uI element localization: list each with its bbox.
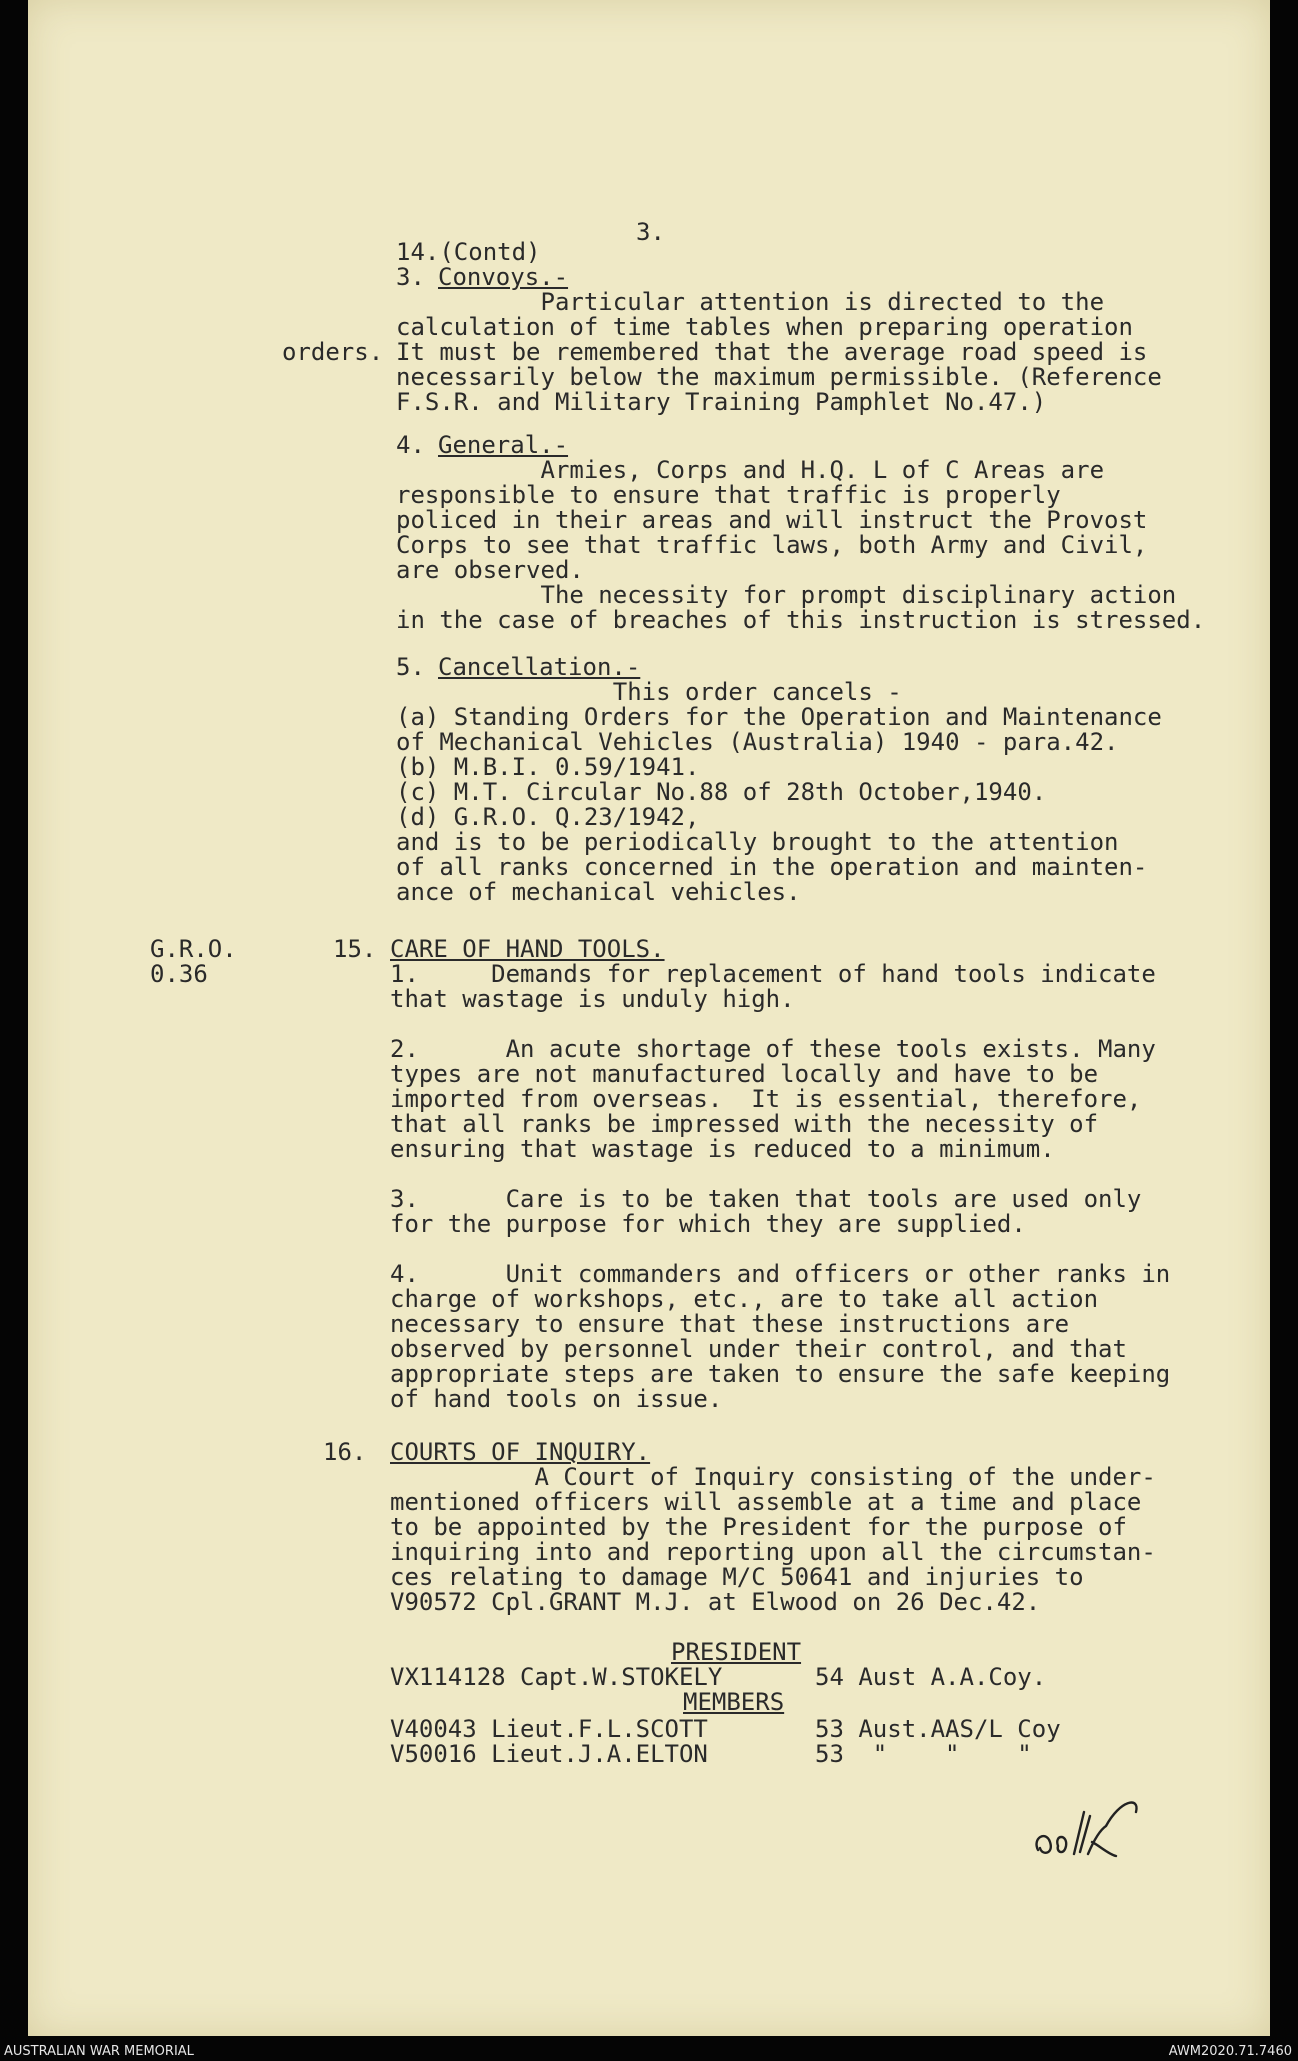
- para16-line: inquiring into and reporting upon all the circumstan-: [390, 1538, 1156, 1566]
- cancellation-line: ance of mechanical vehicles.: [396, 878, 801, 906]
- general-line: Armies, Corps and H.Q. L of C Areas are: [396, 456, 1105, 484]
- page-number: 3.: [636, 218, 665, 246]
- cancellation-line: (b) M.B.I. 0.59/1941.: [396, 753, 700, 781]
- general-line: policed in their areas and will instruct the Provost: [396, 506, 1148, 534]
- para14-contd: 14.(Contd): [396, 238, 541, 266]
- para15-line: for the purpose for which they are supplied.: [390, 1210, 1026, 1238]
- para15-line: appropriate steps are taken to ensure the safe keeping: [390, 1360, 1171, 1388]
- convoys-line: Particular attention is directed to the: [396, 288, 1105, 316]
- cancellation-line: This order cancels -: [396, 678, 902, 706]
- cancellation-line: of Mechanical Vehicles (Australia) 1940 - para.42.: [396, 728, 1119, 756]
- cancellation-number: 5.: [396, 653, 425, 681]
- president-name: VX114128 Capt.W.STOKELY: [390, 1663, 723, 1691]
- para15-heading: CARE OF HAND TOOLS.: [390, 935, 665, 963]
- para15-number: 15.: [333, 935, 377, 963]
- para15-line: that all ranks be impressed with the necessity of: [390, 1110, 1099, 1138]
- para15-line: charge of workshops, etc., are to take all action: [390, 1285, 1099, 1313]
- convoys-line: necessarily below the maximum permissible. (Reference: [396, 363, 1162, 391]
- handwritten-initials: [1028, 1790, 1158, 1870]
- margin-reference: G.R.O.: [150, 935, 237, 963]
- convoys-line: calculation of time tables when preparing operation: [396, 313, 1133, 341]
- cancellation-line: (c) M.T. Circular No.88 of 28th October,1940.: [396, 778, 1047, 806]
- general-line: The necessity for prompt disciplinary action: [396, 581, 1177, 609]
- president-unit: 54 Aust A.A.Coy.: [815, 1663, 1047, 1691]
- margin-reference: 0.36: [150, 960, 208, 988]
- document-page: [28, 0, 1270, 2036]
- president-heading: PRESIDENT: [671, 1638, 802, 1666]
- convoys-heading: Convoys.-: [438, 263, 569, 291]
- convoys-line: F.S.R. and Military Training Pamphlet No.47.): [396, 388, 1047, 416]
- cancellation-line: (a) Standing Orders for the Operation and Maintenance: [396, 703, 1162, 731]
- general-line: in the case of breaches of this instruction is stressed.: [396, 606, 1206, 634]
- footer-reference: AWM2020.71.7460: [1168, 2044, 1292, 2059]
- para16-line: V90572 Cpl.GRANT M.J. at Elwood on 26 Dec.42.: [390, 1588, 1041, 1616]
- convoys-line: It must be remembered that the average road speed is: [396, 338, 1148, 366]
- member-name: V50016 Lieut.J.A.ELTON: [390, 1740, 708, 1768]
- member-unit: 53 " " ": [815, 1740, 1032, 1768]
- para15-line: observed by personnel under their control, and that: [390, 1335, 1127, 1363]
- para15-line: types are not manufactured locally and have to be: [390, 1060, 1099, 1088]
- para15-line: that wastage is unduly high.: [390, 985, 795, 1013]
- convoys-number: 3.: [396, 263, 425, 291]
- members-heading: MEMBERS: [683, 1688, 785, 1716]
- para15-line: necessary to ensure that these instructions are: [390, 1310, 1070, 1338]
- cancellation-line: (d) G.R.O. Q.23/1942,: [396, 803, 700, 831]
- para15-line: of hand tools on issue.: [390, 1385, 723, 1413]
- para15-line: 2. An acute shortage of these tools exists. Many: [390, 1035, 1156, 1063]
- general-line: are observed.: [396, 556, 584, 584]
- margin-orders: orders.: [282, 338, 384, 366]
- page-mark: [668, 1980, 682, 1984]
- para16-line: ces relating to damage M/C 50641 and injuries to: [390, 1563, 1084, 1591]
- cancellation-line: and is to be periodically brought to the attention: [396, 828, 1119, 856]
- para16-number: 16.: [323, 1438, 367, 1466]
- para16-line: to be appointed by the President for the purpose of: [390, 1513, 1127, 1541]
- general-heading: General.-: [438, 431, 569, 459]
- general-line: Corps to see that traffic laws, both Army and Civil,: [396, 531, 1148, 559]
- para15-line: imported from overseas. It is essential, therefore,: [390, 1085, 1142, 1113]
- para16-heading: COURTS OF INQUIRY.: [390, 1438, 651, 1466]
- para15-line: 3. Care is to be taken that tools are used only: [390, 1185, 1142, 1213]
- member-name: V40043 Lieut.F.L.SCOTT: [390, 1715, 708, 1743]
- general-number: 4.: [396, 431, 425, 459]
- para16-line: mentioned officers will assemble at a time and place: [390, 1488, 1142, 1516]
- para15-line: 4. Unit commanders and officers or other ranks in: [390, 1260, 1171, 1288]
- footer-institution: AUSTRALIAN WAR MEMORIAL: [4, 2044, 194, 2059]
- general-line: responsible to ensure that traffic is properly: [396, 481, 1061, 509]
- para15-line: ensuring that wastage is reduced to a minimum.: [390, 1135, 1055, 1163]
- cancellation-heading: Cancellation.-: [438, 653, 641, 681]
- member-unit: 53 Aust.AAS/L Coy: [815, 1715, 1061, 1743]
- para16-line: A Court of Inquiry consisting of the under-: [390, 1463, 1156, 1491]
- cancellation-line: of all ranks concerned in the operation and mainten-: [396, 853, 1148, 881]
- para15-line: 1. Demands for replacement of hand tools indicate: [390, 960, 1156, 988]
